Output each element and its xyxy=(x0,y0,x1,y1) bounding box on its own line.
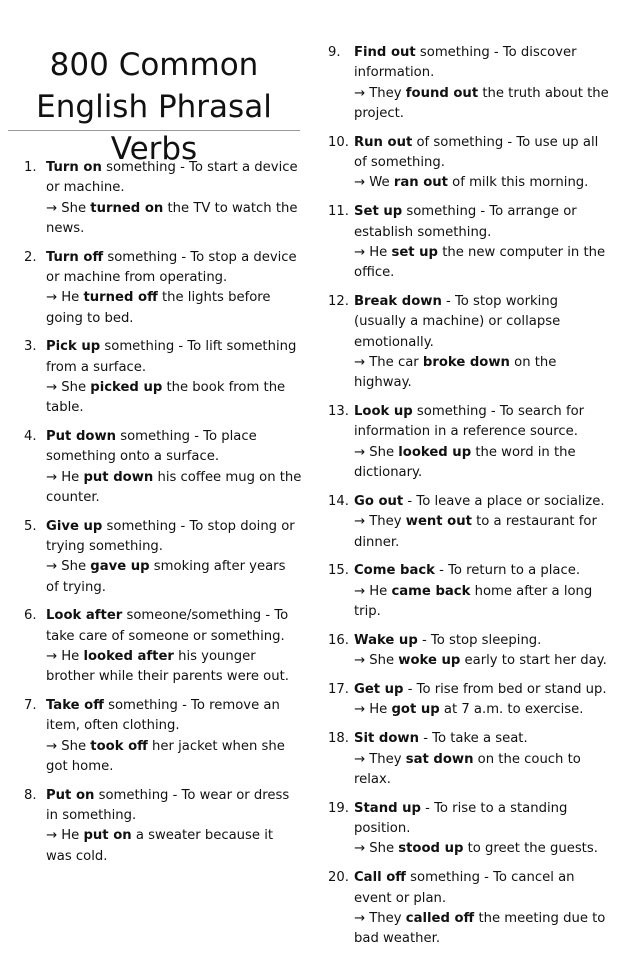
item-definition-line xyxy=(46,517,302,558)
example-verb: sat down xyxy=(405,751,474,767)
example-verb: picked up xyxy=(90,379,163,395)
phrasal-verb: Put down xyxy=(46,429,117,445)
example-prefix: → We xyxy=(354,175,394,191)
list-item xyxy=(20,248,302,329)
item-number: 11. xyxy=(328,204,349,220)
phrasal-verb: Get up xyxy=(354,682,404,698)
example-suffix: her jacket when she got home. xyxy=(46,738,285,775)
list-item xyxy=(20,606,302,687)
phrasal-verb: Turn off xyxy=(46,249,104,265)
phrasal-verb: Set up xyxy=(354,204,403,220)
example-verb: called off xyxy=(405,910,475,926)
phrasal-verb: Stand up xyxy=(354,800,421,816)
phrasal-verb-list-right xyxy=(328,43,612,958)
example-prefix: → She xyxy=(354,841,399,857)
phrasal-verb: Give up xyxy=(46,518,103,534)
definition: - To stop working (usually a machine) or collapse emotionally. xyxy=(354,294,561,350)
example-verb: found out xyxy=(405,85,479,101)
item-example-line xyxy=(354,512,612,553)
phrasal-verb: Go out xyxy=(354,493,404,509)
definition: something - To remove an item, often clothing. xyxy=(46,698,280,734)
definition: - To take a seat. xyxy=(419,731,528,747)
example-verb: broke down xyxy=(422,354,510,370)
example-suffix: at 7 a.m. to exercise. xyxy=(439,702,584,718)
example-suffix: a sweater because it was cold. xyxy=(46,828,274,864)
item-definition-line xyxy=(46,696,302,737)
item-example-line xyxy=(46,647,302,688)
item-example-line xyxy=(46,557,302,598)
example-suffix: the book from the table. xyxy=(46,379,286,416)
item-example-line xyxy=(46,737,302,778)
example-prefix: → He xyxy=(354,702,392,718)
example-prefix: → He xyxy=(46,828,84,844)
phrasal-verb: Run out xyxy=(354,134,413,150)
item-number: 6. xyxy=(24,608,37,624)
phrasal-verb: Put on xyxy=(46,787,95,803)
example-verb: looked after xyxy=(83,649,174,665)
phrasal-verb: Come back xyxy=(354,563,435,579)
example-prefix: → They xyxy=(354,85,406,101)
definition: - To return to a place. xyxy=(434,563,581,579)
phrasal-verb: Pick up xyxy=(46,339,101,355)
definition: something - To stop doing or trying something. xyxy=(46,518,295,555)
example-prefix: → He xyxy=(46,469,84,485)
item-number: 7. xyxy=(24,698,37,714)
item-example-line xyxy=(354,839,612,859)
phrasal-verb: Take off xyxy=(46,698,104,714)
item-example-line xyxy=(354,582,612,623)
example-suffix: smoking after years of trying. xyxy=(46,559,286,595)
example-suffix: on the highway. xyxy=(354,354,557,391)
list-item xyxy=(20,158,302,239)
example-suffix: the word in the dictionary. xyxy=(354,444,576,481)
item-example-line xyxy=(354,84,612,125)
item-definition-line xyxy=(46,337,302,378)
example-suffix: the lights before going to bed. xyxy=(46,290,271,326)
example-verb: turned off xyxy=(83,290,158,306)
example-suffix: to a restaurant for dinner. xyxy=(354,514,597,550)
item-definition-line xyxy=(354,631,612,651)
definition: something - To place something onto a surface. xyxy=(46,429,257,465)
definition: something - To cancel an event or plan. xyxy=(354,870,575,906)
example-prefix: → She xyxy=(354,444,399,460)
list-item xyxy=(328,868,612,949)
example-prefix: → He xyxy=(46,290,84,306)
example-prefix: → He xyxy=(354,244,392,260)
definition: someone/something - To take care of someone or something. xyxy=(46,608,289,644)
definition: something - To lift something from a surface. xyxy=(46,339,297,375)
item-number: 2. xyxy=(24,249,37,265)
list-item xyxy=(328,133,612,194)
item-definition-line xyxy=(354,202,612,243)
item-number: 8. xyxy=(24,787,37,803)
list-item xyxy=(20,337,302,418)
item-definition-line xyxy=(354,292,612,353)
phrasal-verb: Call off xyxy=(354,870,406,886)
item-number: 16. xyxy=(328,632,349,648)
definition: something - To search for information in a reference source. xyxy=(354,404,585,440)
list-item xyxy=(20,427,302,508)
item-example-line xyxy=(354,243,612,284)
item-definition-line xyxy=(46,158,302,199)
example-verb: stood up xyxy=(398,841,464,857)
item-example-line xyxy=(46,199,302,240)
item-number: 1. xyxy=(24,160,37,175)
example-prefix: → She xyxy=(46,200,91,216)
item-number: 14. xyxy=(328,493,349,509)
list-item xyxy=(328,202,612,283)
phrasal-verb: Look after xyxy=(46,608,123,624)
example-verb: gave up xyxy=(90,559,150,575)
example-prefix: → She xyxy=(354,653,399,669)
item-number: 5. xyxy=(24,518,37,534)
example-prefix: → They xyxy=(354,751,406,767)
example-suffix: his younger brother while their parents were out. xyxy=(46,649,289,685)
list-item xyxy=(328,492,612,553)
example-verb: turned on xyxy=(90,200,164,216)
example-suffix: to greet the guests. xyxy=(463,841,598,857)
example-verb: went out xyxy=(405,514,472,530)
example-suffix: the TV to watch the news. xyxy=(46,200,298,236)
list-item xyxy=(328,402,612,483)
example-prefix: → She xyxy=(46,559,91,575)
list-item xyxy=(328,631,612,672)
item-number: 20. xyxy=(328,870,349,886)
definition: something - To stop a device or machine from operating. xyxy=(46,249,297,285)
example-prefix: → The car xyxy=(354,354,423,370)
item-number: 4. xyxy=(24,429,37,445)
item-example-line xyxy=(354,700,612,720)
item-number: 12. xyxy=(328,294,349,310)
item-definition-line xyxy=(354,492,612,512)
example-verb: looked up xyxy=(398,444,472,460)
phrasal-verb: Break down xyxy=(354,294,442,310)
item-number: 19. xyxy=(328,800,349,816)
definition: - To rise from bed or stand up. xyxy=(403,682,607,698)
item-definition-line xyxy=(46,786,302,827)
item-number: 17. xyxy=(328,682,349,698)
example-prefix: → She xyxy=(46,379,91,395)
item-example-line xyxy=(354,651,612,671)
example-suffix: of milk this morning. xyxy=(447,175,589,191)
item-example-line xyxy=(46,288,302,329)
item-example-line xyxy=(46,826,302,867)
phrasal-verb: Turn on xyxy=(46,160,102,175)
item-example-line xyxy=(354,173,612,193)
example-prefix: → He xyxy=(46,649,84,665)
example-suffix: early to start her day. xyxy=(460,653,607,669)
item-definition-line xyxy=(46,427,302,468)
item-number: 13. xyxy=(328,404,349,420)
phrasal-verb: Wake up xyxy=(354,632,418,648)
list-item xyxy=(328,292,612,393)
definition: - To leave a place or socialize. xyxy=(403,493,605,509)
definition: something - To arrange or establish something. xyxy=(354,204,577,240)
list-item xyxy=(328,729,612,790)
item-definition-line xyxy=(354,868,612,909)
list-item xyxy=(20,517,302,598)
example-suffix: the truth about the project. xyxy=(354,85,609,121)
list-item xyxy=(20,786,302,867)
item-example-line xyxy=(46,468,302,509)
item-example-line xyxy=(354,909,612,950)
title-divider xyxy=(8,130,300,131)
item-definition-line xyxy=(46,606,302,647)
phrasal-verb: Sit down xyxy=(354,731,419,747)
example-prefix: → He xyxy=(354,583,392,599)
list-item xyxy=(328,799,612,860)
list-item xyxy=(328,680,612,721)
item-definition-line xyxy=(354,133,612,174)
definition: of something - To use up all of something. xyxy=(354,134,599,171)
item-number: 3. xyxy=(24,339,37,355)
example-verb: set up xyxy=(391,244,438,260)
item-example-line xyxy=(354,353,612,394)
definition: - To rise to a standing position. xyxy=(354,800,568,837)
item-number: 18. xyxy=(328,731,349,747)
phrasal-verb-list-left xyxy=(20,158,302,876)
item-number: 15. xyxy=(328,563,349,579)
item-definition-line xyxy=(354,43,612,84)
example-verb: woke up xyxy=(398,653,461,669)
definition: something - To discover information. xyxy=(354,45,577,81)
item-number: 10. xyxy=(328,134,349,150)
example-verb: took off xyxy=(90,738,148,754)
item-definition-line xyxy=(354,680,612,700)
example-suffix: on the couch to relax. xyxy=(354,751,581,787)
example-verb: got up xyxy=(391,702,440,718)
example-prefix: → They xyxy=(354,910,406,926)
item-example-line xyxy=(354,443,612,484)
example-verb: ran out xyxy=(393,175,448,191)
example-suffix: the new computer in the office. xyxy=(354,244,606,281)
page-title: 800 Common English Phrasal Verbs xyxy=(36,47,272,167)
item-definition-line xyxy=(354,799,612,840)
item-definition-line xyxy=(354,561,612,581)
definition: - To stop sleeping. xyxy=(417,632,542,648)
phrasal-verb: Look up xyxy=(354,404,413,420)
example-verb: came back xyxy=(391,583,471,599)
list-item xyxy=(328,43,612,124)
item-definition-line xyxy=(354,729,612,749)
item-example-line xyxy=(354,750,612,791)
example-suffix: the meeting due to bad weather. xyxy=(354,910,606,947)
example-prefix: → She xyxy=(46,738,91,754)
item-number: 9. xyxy=(328,45,341,60)
list-item xyxy=(328,561,612,622)
example-suffix: his coffee mug on the counter. xyxy=(46,469,302,505)
item-definition-line xyxy=(46,248,302,289)
example-suffix: home after a long trip. xyxy=(354,583,593,619)
list-item xyxy=(20,696,302,777)
example-prefix: → They xyxy=(354,514,406,530)
definition: something - To wear or dress in something. xyxy=(46,787,290,824)
example-verb: put on xyxy=(83,828,132,844)
example-verb: put down xyxy=(83,469,154,485)
item-definition-line xyxy=(354,402,612,443)
item-example-line xyxy=(46,378,302,419)
definition: something - To start a device or machine. xyxy=(46,160,298,196)
phrasal-verb: Find out xyxy=(354,45,416,60)
